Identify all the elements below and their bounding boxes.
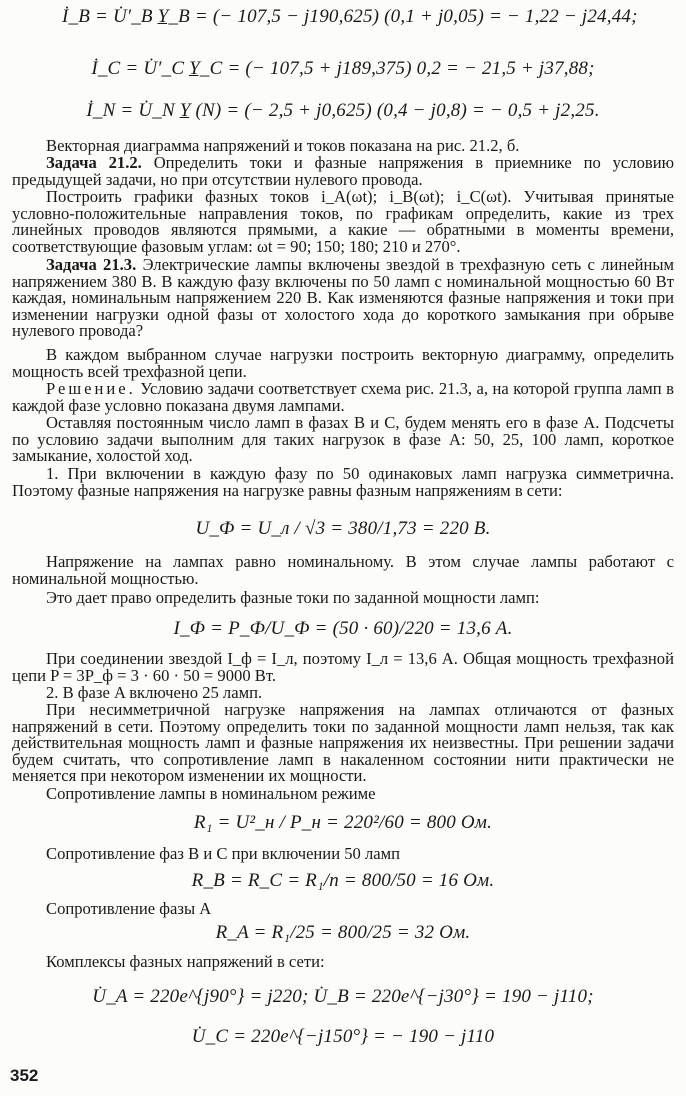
paragraph-phase-currents-intro: Это дает право определить фазные токи по заданной мощности ламп: bbox=[46, 588, 540, 607]
paragraph-vector-diagram: Векторная диаграмма напряжений и токов показана на рис. 21.2, б. bbox=[46, 136, 520, 155]
paragraph-case-1: 1. При включении в каждую фазу по 50 одинаковых ламп нагрузка симметрична. Поэтому фазные напряжения на нагрузке равны фазным напряжениям в сети: bbox=[12, 464, 674, 500]
paragraph-asymmetric-load: При несимметричной нагрузке напряжения на лампах отличаются от фазных напряжений в сети. Поэтому определить токи по заданной мощности ламп нельзя, так как действительная мощность ламп и фазные напряжения их неизвестны. При решении задачи будем считать, что сопротивление ламп в накаленном состоянии нити практически не меняется при некотором изменении их мощности. bbox=[12, 700, 674, 786]
solution-label: Решение. bbox=[46, 379, 136, 398]
equation-uc: U̇_C = 220e^{−j150°} = − 190 − j110 bbox=[191, 1026, 495, 1047]
paragraph-phase-current-graphs: Построить графики фазных токов i_A(ωt); i_B(ωt); i_C(ωt). Учитывая принятые условно-положительные направления токов, по графикам определить, какие из трех линейных проводов являются прямыми, а какие — обратными в моменты времени, соответствующие фазовым углам: ωt = 90; 150; 180; 210 и 270°. bbox=[12, 187, 674, 256]
page-number: 352 bbox=[10, 1066, 39, 1085]
equation-ua-ub: U̇_A = 220e^{j90°} = j220; U̇_B = 220e^{−j30°} = 190 − j110; bbox=[92, 986, 594, 1007]
equation-rb-rc: R_B = R_C = R₁/n = 800/50 = 16 Ом. bbox=[191, 870, 495, 891]
paragraph-task-21-3 bbox=[12, 257, 674, 340]
paragraph-solution bbox=[12, 381, 674, 414]
task-21-3-label: Задача 21.3. bbox=[46, 255, 137, 274]
equation-current-n: İ_N = U̇_N Y̲ (N) = (− 2,5 + j0,625) (0,4 − j0,8) = − 0,5 + j2,25. bbox=[86, 100, 600, 121]
paragraph-lamp-resistance: Сопротивление лампы в номинальном режиме bbox=[46, 784, 376, 803]
paragraph-case-2: 2. В фазе A включено 25 ламп. bbox=[46, 683, 263, 702]
paragraph-resistance-bc: Сопротивление фаз B и C при включении 50 ламп bbox=[46, 844, 400, 863]
equation-phase-current: I_Ф = P_Ф/U_Ф = (50 · 60)/220 = 13,6 А. bbox=[173, 618, 513, 639]
task-21-3-text: Электрические лампы включены звездой в трехфазную сеть с линейным напряжением 380 В. В каждую фазу включены по 50 ламп с номинальной мощностью 60 Вт каждая, номинальным напряжением 220 В. Как изменяются фазные напряжения и токи при изменении нагрузки одной фазы от холостого хода до короткого замыкания при обрыве нулевого провода? bbox=[12, 255, 674, 341]
paragraph-lamp-count: Оставляя постоянным число ламп в фазах B и C, будем менять его в фазе A. Подсчеты по условию задачи выполним для таких нагрузок в фазе A: 50, 25, 100 ламп, короткое замыкание, холостой ход. bbox=[12, 413, 674, 466]
paragraph-resistance-a: Сопротивление фазы A bbox=[46, 899, 212, 918]
equation-current-c: İ_C = U̇′_C Y̲_C = (− 107,5 + j189,375) 0,2 = − 21,5 + j37,88; bbox=[91, 58, 595, 79]
equation-r1: R₁ = U²_н / P_н = 220²/60 = 800 Ом. bbox=[193, 812, 493, 833]
paragraph-total-power: При соединении звездой I_ф = I_л, поэтому I_л = 13,6 А. Общая мощность трехфазной цепи P = 3P_ф = 3 · 60 · 50 = 9000 Вт. bbox=[12, 649, 674, 685]
paragraph-complex-voltages: Комплексы фазных напряжений в сети: bbox=[46, 952, 325, 971]
paragraph-vector-diagram-task: В каждом выбранном случае нагрузки построить векторную диаграмму, определить мощность всей трехфазной цепи. bbox=[12, 345, 674, 381]
task-21-2-text: Определить токи и фазные напряжения в приемнике по условию предыдущей задачи, но при отсутствии нулевого провода. bbox=[12, 153, 674, 189]
equation-ra: R_A = R₁/25 = 800/25 = 32 Ом. bbox=[215, 922, 471, 943]
paragraph-task-21-2 bbox=[12, 155, 674, 188]
equation-current-b: İ_B = U̇′_B Y̲_B = (− 107,5 − j190,625) (0,1 + j0,05) = − 1,22 − j24,44; bbox=[62, 6, 638, 27]
solution-text: Условию задачи соответствует схема рис. 21.3, а, на которой группа ламп в каждой фазе условно показана двумя лампами. bbox=[12, 379, 674, 415]
task-21-2-label: Задача 21.2. bbox=[46, 153, 142, 172]
equation-phase-voltage: U_Ф = U_л / √3 = 380/1,73 = 220 В. bbox=[195, 518, 491, 539]
paragraph-lamp-voltage: Напряжение на лампах равно номинальному. В этом случае лампы работают с номинальной мощностью. bbox=[12, 552, 674, 588]
